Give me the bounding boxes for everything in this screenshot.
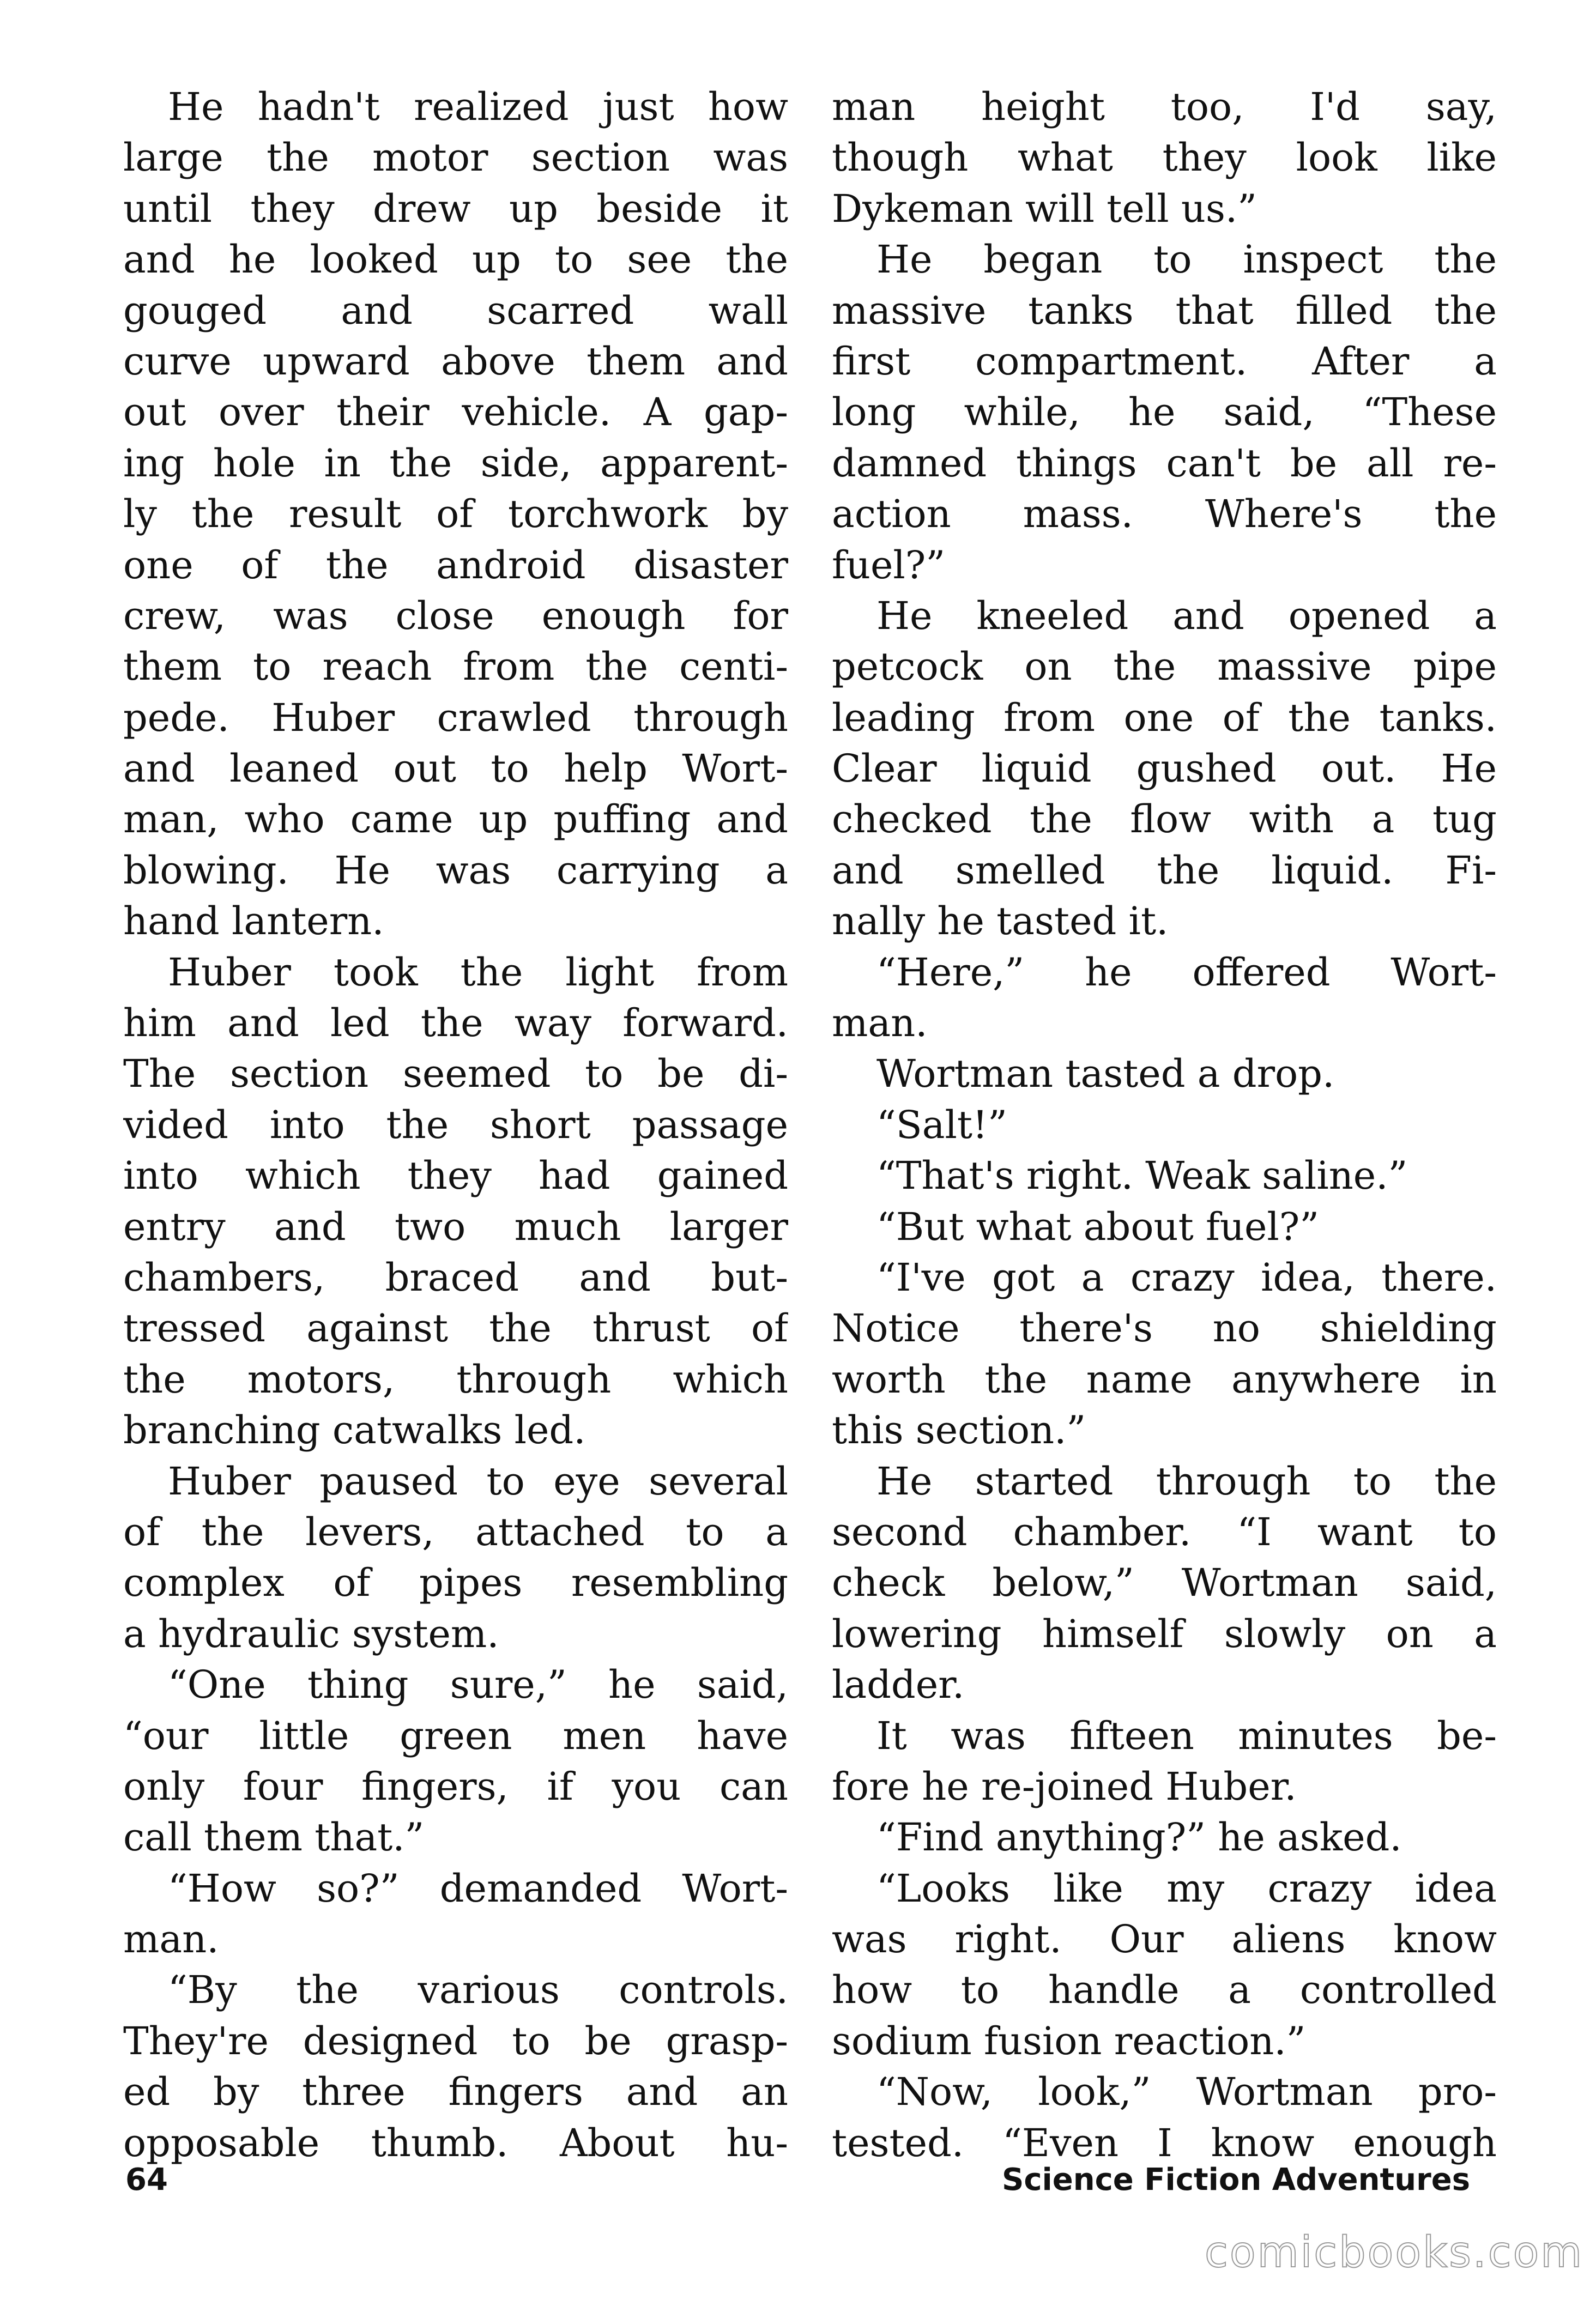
text-line: He kneeled and opened a	[876, 593, 1497, 638]
text-line: a hydraulic system.	[123, 1611, 499, 1656]
text-line: of the levers, attached to a	[123, 1509, 788, 1554]
text-line: gouged and scarred wall	[123, 288, 788, 333]
text-line: “Salt!”	[876, 1102, 1007, 1147]
text-line: the motors, through which	[123, 1357, 788, 1402]
text-line: “Now, look,” Wortman pro-	[876, 2069, 1497, 2115]
text-line: checked the flow with a tug	[832, 797, 1497, 842]
text-line: lowering himself slowly on a	[832, 1611, 1497, 1656]
text-line: chambers, braced and but-	[123, 1255, 788, 1300]
text-line: “I've got a crazy idea, there.	[876, 1255, 1497, 1300]
text-line: Huber paused to eye several	[168, 1458, 788, 1504]
text-line: “One thing sure,” he said,	[168, 1662, 788, 1708]
text-line: “By the various controls.	[168, 1968, 788, 2013]
text-line: petcock on the massive pipe	[832, 644, 1497, 689]
text-line: Wortman tasted a drop.	[876, 1051, 1335, 1097]
text-line: Dykeman will tell us.”	[832, 186, 1257, 231]
text-line: ed by three fingers and an	[123, 2069, 788, 2115]
text-line: ladder.	[832, 1662, 965, 1708]
text-line: tressed against the thrust of	[123, 1306, 788, 1351]
text-line: check below,” Wortman said,	[832, 1560, 1497, 1606]
text-line: vided into the short passage	[123, 1102, 788, 1147]
text-line: He hadn't realized just how	[168, 84, 788, 129]
text-line: “That's right. Weak saline.”	[876, 1153, 1408, 1199]
text-line: man height too, I'd say,	[832, 84, 1497, 129]
text-line: them to reach from the centi-	[123, 644, 788, 689]
text-line: man, who came up puffing and	[123, 797, 788, 842]
right-text-column	[832, 82, 1497, 2169]
text-line: He began to inspect the	[876, 237, 1497, 282]
magazine-title: Science Fiction Adventures	[1002, 2162, 1471, 2198]
text-line: branching catwalks led.	[123, 1408, 586, 1453]
text-line: tested. “Even I know enough	[832, 2120, 1497, 2165]
text-line: damned things can't be all re-	[832, 440, 1497, 486]
text-line: hand lantern.	[123, 899, 384, 944]
text-line: “Looks like my crazy idea	[876, 1866, 1497, 1911]
text-line: and smelled the liquid. Fi-	[832, 848, 1497, 893]
text-line: one of the android disaster	[123, 542, 788, 588]
text-line: large the motor section was	[123, 135, 788, 180]
text-line: complex of pipes resembling	[123, 1560, 788, 1606]
text-line: long while, he said, “These	[832, 390, 1497, 435]
left-text-column	[123, 82, 788, 2169]
text-line: “Find anything?” he asked.	[876, 1815, 1402, 1860]
text-line: this section.”	[832, 1408, 1086, 1453]
text-line: first compartment. After a	[832, 338, 1497, 384]
text-line: opposable thumb. About hu-	[123, 2120, 788, 2165]
site-watermark: comicbooks.com	[1205, 2228, 1584, 2277]
text-line: him and led the way forward.	[123, 1001, 788, 1046]
text-line: action mass. Where's the	[832, 492, 1497, 537]
text-line: pede. Huber crawled through	[123, 695, 788, 740]
page-number: 64	[125, 2162, 168, 2198]
text-line: The section seemed to be di-	[123, 1051, 788, 1097]
text-line: Notice there's no shielding	[832, 1306, 1497, 1351]
text-line: into which they had gained	[123, 1153, 788, 1199]
text-line: fuel?”	[832, 542, 946, 588]
text-line: call them that.”	[123, 1815, 425, 1860]
text-line: second chamber. “I want to	[832, 1509, 1497, 1554]
text-line: out over their vehicle. A gap-	[123, 390, 788, 435]
text-line: until they drew up beside it	[123, 186, 788, 231]
text-line: leading from one of the tanks.	[832, 695, 1497, 740]
text-line: fore he re-joined Huber.	[832, 1764, 1297, 1809]
text-line: “our little green men have	[123, 1713, 788, 1758]
text-line: He started through to the	[876, 1458, 1497, 1504]
text-line: They're designed to be grasp-	[123, 2018, 788, 2063]
text-line: curve upward above them and	[123, 338, 788, 384]
text-line: though what they look like	[832, 135, 1497, 180]
text-line: worth the name anywhere in	[832, 1357, 1497, 1402]
text-line: man.	[123, 1917, 219, 1962]
text-line: massive tanks that filled the	[832, 288, 1497, 333]
text-line: Clear liquid gushed out. He	[832, 746, 1497, 791]
text-line: how to handle a controlled	[832, 1968, 1497, 2013]
text-line: man.	[832, 1001, 928, 1046]
text-line: and leaned out to help Wort-	[123, 746, 788, 791]
text-line: ing hole in the side, apparent-	[123, 440, 788, 486]
text-line: It was fifteen minutes be-	[876, 1713, 1497, 1758]
text-line: only four fingers, if you can	[123, 1764, 788, 1809]
text-line: and he looked up to see the	[123, 237, 788, 282]
text-line: “But what about fuel?”	[876, 1204, 1320, 1249]
text-line: ly the result of torchwork by	[123, 492, 788, 537]
text-line: blowing. He was carrying a	[123, 848, 788, 893]
text-line: “Here,” he offered Wort-	[876, 949, 1497, 995]
text-line: sodium fusion reaction.”	[832, 2018, 1306, 2063]
text-line: Huber took the light from	[168, 949, 788, 995]
text-line: nally he tasted it.	[832, 899, 1169, 944]
text-line: was right. Our aliens know	[832, 1917, 1497, 1962]
text-line: entry and two much larger	[123, 1204, 788, 1249]
text-line: “How so?” demanded Wort-	[168, 1866, 788, 1911]
text-line: crew, was close enough for	[123, 593, 788, 638]
